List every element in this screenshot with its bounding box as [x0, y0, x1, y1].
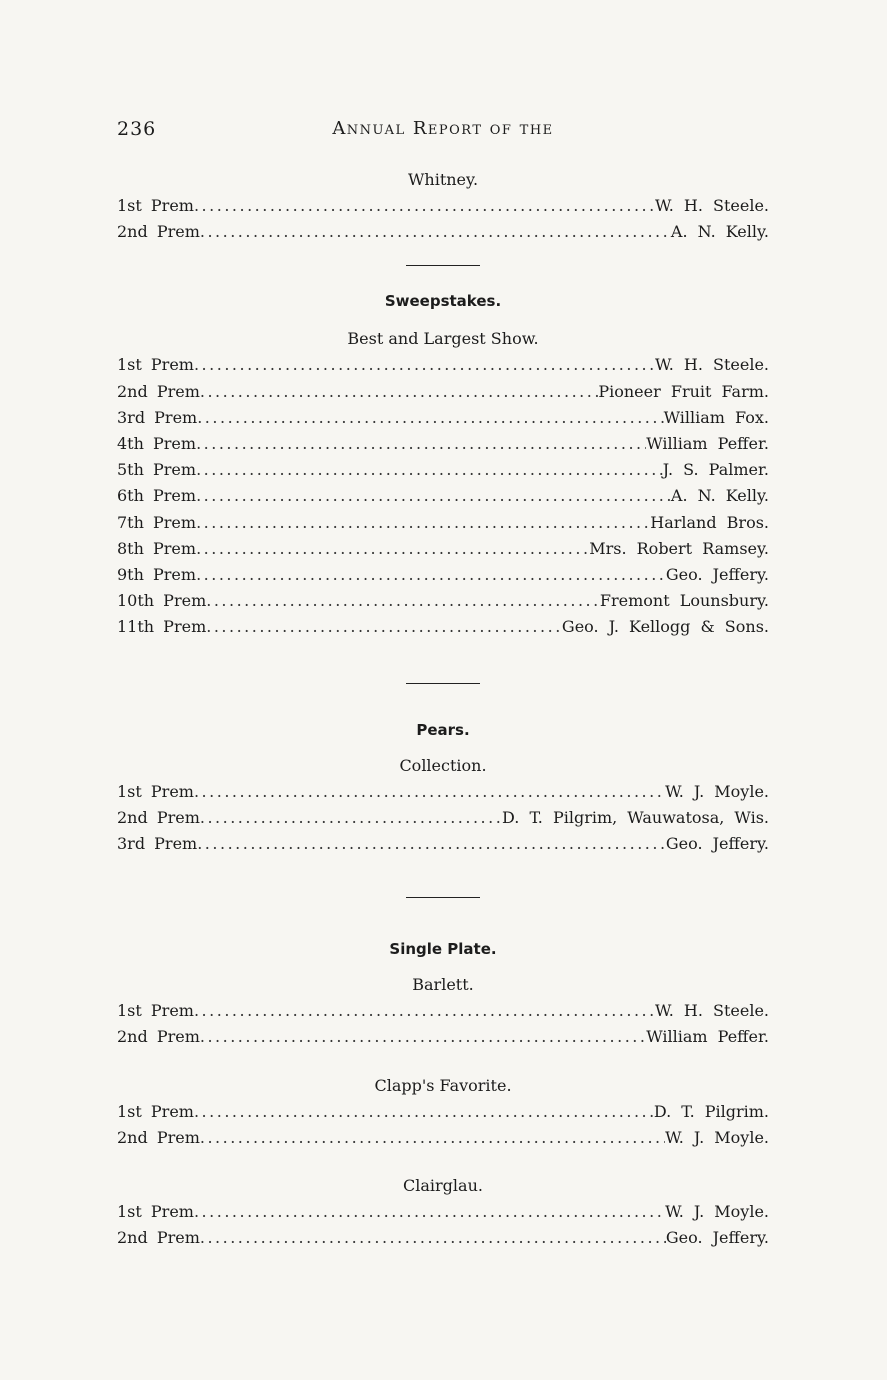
premium-winner: Pioneer Fruit Farm. — [598, 381, 769, 401]
premium-place: 10th Prem — [117, 591, 207, 611]
premium-winner: W. J. Moyle. — [665, 1202, 769, 1222]
premium-list-sweepstakes — [117, 352, 769, 640]
premium-list-barlett — [117, 998, 769, 1050]
premium-place: 9th Prem — [117, 565, 197, 585]
variety-title-barlett: Barlett. — [412, 975, 474, 995]
dot-leader — [200, 1024, 646, 1050]
dot-leader — [196, 510, 650, 536]
premium-row — [117, 1099, 769, 1125]
premium-winner: Geo. Jeffery. — [665, 565, 769, 585]
premium-winner: Geo. J. Kellogg & Sons. — [561, 617, 769, 637]
premium-row — [117, 779, 769, 805]
dot-leader — [200, 219, 671, 245]
premium-place: 3rd Prem — [117, 834, 198, 854]
premium-place: 2nd Prem — [117, 222, 200, 242]
dot-leader — [196, 483, 671, 509]
dot-leader — [200, 805, 502, 831]
premium-winner: A. N. Kelly. — [670, 222, 769, 242]
page-header — [117, 112, 769, 152]
variety-title-clapps-favorite: Clapp's Favorite. — [374, 1075, 512, 1095]
premium-place: 1st Prem — [117, 196, 194, 215]
premium-row — [117, 483, 769, 509]
section-title-whitney: Whitney. — [407, 170, 479, 189]
premium-place: 1st Prem — [117, 1202, 194, 1222]
premium-winner: William Fox. — [663, 407, 769, 427]
dot-leader — [206, 588, 600, 614]
premium-winner: Fremont Lounsbury. — [599, 591, 769, 611]
premium-row — [117, 614, 769, 640]
premium-winner: William Peffer. — [646, 434, 769, 454]
premium-winner: J. S. Palmer. — [662, 460, 769, 480]
premium-row — [117, 831, 769, 857]
premium-row — [117, 998, 769, 1024]
premium-winner: Geo. Jeffery. — [665, 1228, 769, 1248]
premium-place: 1st Prem — [117, 1101, 194, 1121]
page-number: 236 — [117, 118, 157, 140]
premium-list-clapps-favorite — [117, 1099, 769, 1151]
premium-row — [117, 379, 769, 405]
dot-leader — [196, 562, 666, 588]
premium-winner: D. T. Pilgrim, Wauwatosa, Wis. — [502, 807, 769, 827]
dot-leader — [200, 1225, 666, 1251]
dot-leader — [206, 614, 562, 640]
premium-place: 7th Prem — [117, 512, 197, 532]
premium-row — [117, 1225, 769, 1251]
premium-place: 6th Prem — [117, 486, 197, 506]
premium-row — [117, 1125, 769, 1151]
premium-place: 1st Prem — [117, 781, 194, 801]
premium-winner: Mrs. Robert Ramsey. — [589, 538, 769, 558]
dot-leader — [194, 1099, 654, 1125]
premium-winner: A. N. Kelly. — [670, 486, 769, 506]
premium-row — [117, 536, 769, 562]
premium-place: 2nd Prem — [117, 807, 200, 827]
premium-place: 2nd Prem — [117, 1228, 200, 1248]
variety-title-clairglau: Clairglau. — [403, 1176, 483, 1196]
section-title-single-plate: Single Plate. — [389, 940, 497, 959]
premium-row — [117, 193, 769, 219]
premium-place: 11th Prem — [117, 617, 207, 637]
premium-winner: W. J. Moyle. — [665, 1127, 769, 1147]
premium-row — [117, 1199, 769, 1225]
running-title: Annual Report of the — [332, 118, 554, 139]
premium-place: 4th Prem — [117, 434, 197, 454]
premium-row — [117, 219, 769, 245]
premium-winner: Geo. Jeffery. — [665, 834, 769, 854]
premium-row — [117, 457, 769, 483]
dot-leader — [200, 379, 598, 405]
premium-place: 2nd Prem — [117, 1027, 200, 1047]
dot-leader — [194, 352, 655, 378]
premium-winner: W. J. Moyle. — [665, 781, 769, 801]
premium-list-pears — [117, 779, 769, 858]
premium-winner: D. T. Pilgrim. — [653, 1101, 769, 1121]
premium-place: 5th Prem — [117, 460, 197, 480]
premium-place: 2nd Prem — [117, 1127, 200, 1147]
premium-place: 1st Prem — [117, 1001, 194, 1021]
premium-place: 3rd Prem — [117, 407, 198, 427]
dot-leader — [197, 831, 666, 857]
premium-row — [117, 1024, 769, 1050]
premium-winner: Harland Bros. — [650, 512, 769, 532]
premium-list-clairglau — [117, 1199, 769, 1251]
section-subtitle-sweepstakes: Best and Largest Show. — [347, 329, 539, 349]
premium-winner: W. H. Steele. — [655, 1001, 769, 1021]
premium-row — [117, 588, 769, 614]
page — [117, 112, 769, 1251]
premium-row — [117, 405, 769, 431]
premium-winner: W. H. Steele. — [655, 355, 769, 375]
premium-row — [117, 510, 769, 536]
dot-leader — [197, 405, 663, 431]
dot-leader — [194, 1199, 665, 1225]
premium-place: 1st Prem — [117, 355, 194, 375]
dot-leader — [200, 1125, 665, 1151]
premium-place: 8th Prem — [117, 538, 197, 558]
premium-winner: W. H. Steele. — [655, 196, 769, 215]
premium-place: 2nd Prem — [117, 381, 200, 401]
premium-winner: William Peffer. — [646, 1027, 769, 1047]
premium-row — [117, 352, 769, 378]
premium-row — [117, 431, 769, 457]
premium-row — [117, 562, 769, 588]
section-subtitle-pears: Collection. — [399, 755, 487, 775]
dot-leader — [194, 193, 655, 219]
dot-leader — [196, 431, 646, 457]
dot-leader — [194, 998, 655, 1024]
section-title-pears: Pears. — [416, 720, 470, 739]
dot-leader — [196, 457, 663, 483]
dot-leader — [194, 779, 665, 805]
premium-row — [117, 805, 769, 831]
section-title-sweepstakes: Sweepstakes. — [384, 292, 502, 311]
premium-list-whitney — [117, 193, 769, 245]
dot-leader — [196, 536, 589, 562]
